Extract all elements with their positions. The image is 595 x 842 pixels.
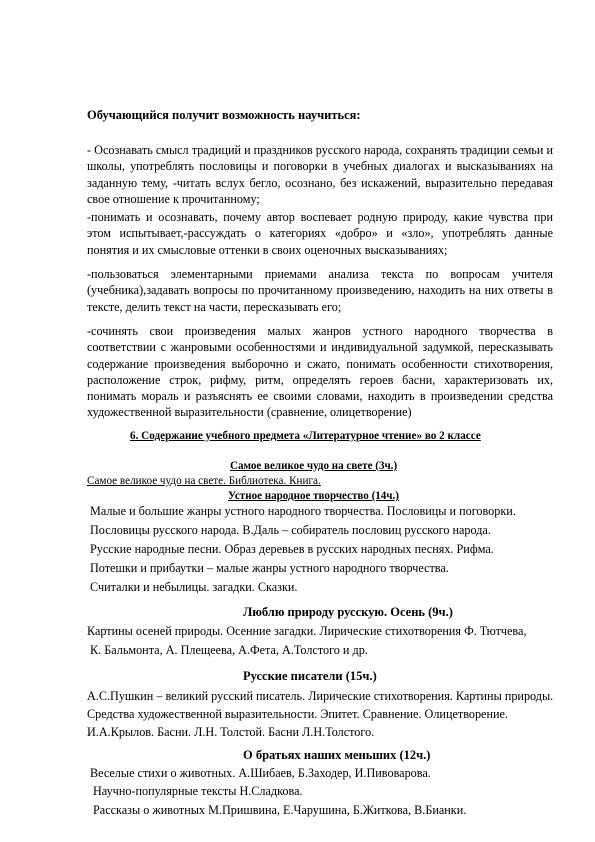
- section-title-writers: Русские писатели (15ч.): [243, 669, 377, 683]
- content-section-title: 6. Содержание учебного предмета «Литературное чтение» во 2 классе: [130, 428, 481, 442]
- section-line-nature-1: Картины осеней природы. Осенние загадки. Лирические стихотворения Ф. Тютчева,: [87, 624, 527, 638]
- section-title-wonder: Самое великое чудо на свете (3ч.): [230, 458, 398, 472]
- section-line-writers-2: Средства художественной выразительности. Эпитет. Сравнение. Олицетворение.: [87, 707, 508, 721]
- section-line-folklore-3: Русские народные песни. Образ деревьев в русских народных песнях. Рифма.: [90, 542, 494, 556]
- section-line-wonder-1: Самое великое чудо на свете. Библиотека. Книга.: [87, 473, 321, 487]
- section-line-writers-1: А.С.Пушкин – великий русский писатель. Лирические стихотворения. Картины природы.: [87, 689, 554, 703]
- opportunities-heading: Обучающийся получит возможность научиться:: [87, 108, 361, 122]
- paragraph-compose: -сочинять свои произведения малых жанров устного народного творчества в соответствии с жанровыми особенностями и индивидуальной задумкой, пересказывать содержание произведения выборочно и сжато, понимать особенности стихотворения, расположение строк, рифму, ритм, определять героев басни, характеризовать их, понимать мораль и разъяснять ее своими словами, находить в произведении средства художественной выразительности (сравнение, олицетворение): [87, 324, 553, 420]
- section-title-animals: О братьях наших меньших (12ч.): [243, 748, 431, 762]
- section-title-folklore: Устное народное творчество (14ч.): [228, 488, 399, 502]
- section-line-folklore-4: Потешки и прибаутки – малые жанры устного народного творчества.: [90, 561, 449, 575]
- section-title-nature: Люблю природу русскую. Осень (9ч.): [243, 605, 453, 619]
- section-line-folklore-1: Малые и большие жанры устного народного творчества. Пословицы и поговорки.: [90, 504, 516, 518]
- section-line-animals-1: Веселые стихи о животных. А.Шибаев, Б.Заходер, И.Пивоварова.: [90, 766, 431, 780]
- paragraph-traditions: - Осознавать смысл традиций и праздников русского народа, сохранять традиции семьи и школы, употреблять пословицы и поговорки в учебных диалогах и высказываниях на заданную тему, -читать вслух бегло, осознано, без искажений, выразительно передавая свое отношение к прочитанному;: [87, 143, 553, 206]
- section-line-folklore-2: Пословицы русского народа. В.Даль – собиратель пословиц русского народа.: [90, 523, 491, 537]
- paragraph-analysis: -пользоваться элементарными приемами анализа текста по вопросам учителя (учебника),задавать вопросы по прочитанному произведению, находить на них ответы в тексте, делить текст на части, пересказывать его;: [87, 267, 553, 314]
- section-line-animals-2: Научно-популярные тексты Н.Сладкова.: [93, 784, 303, 798]
- section-line-animals-3: Рассказы о животных М.Пришвина, Е.Чарушина, Б.Житкова, В.Бианки.: [93, 803, 467, 817]
- section-line-writers-3: И.А.Крылов. Басни. Л.Н. Толстой. Басни Л.Н.Толстого.: [87, 725, 375, 739]
- section-line-nature-2: К. Бальмонта, А. Плещеева, А.Фета, А.Толстого и др.: [90, 643, 368, 657]
- section-line-folklore-5: Считалки и небылицы. загадки. Сказки.: [90, 580, 298, 594]
- paragraph-nature: -понимать и осознавать, почему автор воспевает родную природу, какие чувства при этом испытывает,-рассуждать о категориях «добро» и «зло», употреблять данные понятия и их смысловые оттенки в своих оценочных высказываниях;: [87, 210, 553, 257]
